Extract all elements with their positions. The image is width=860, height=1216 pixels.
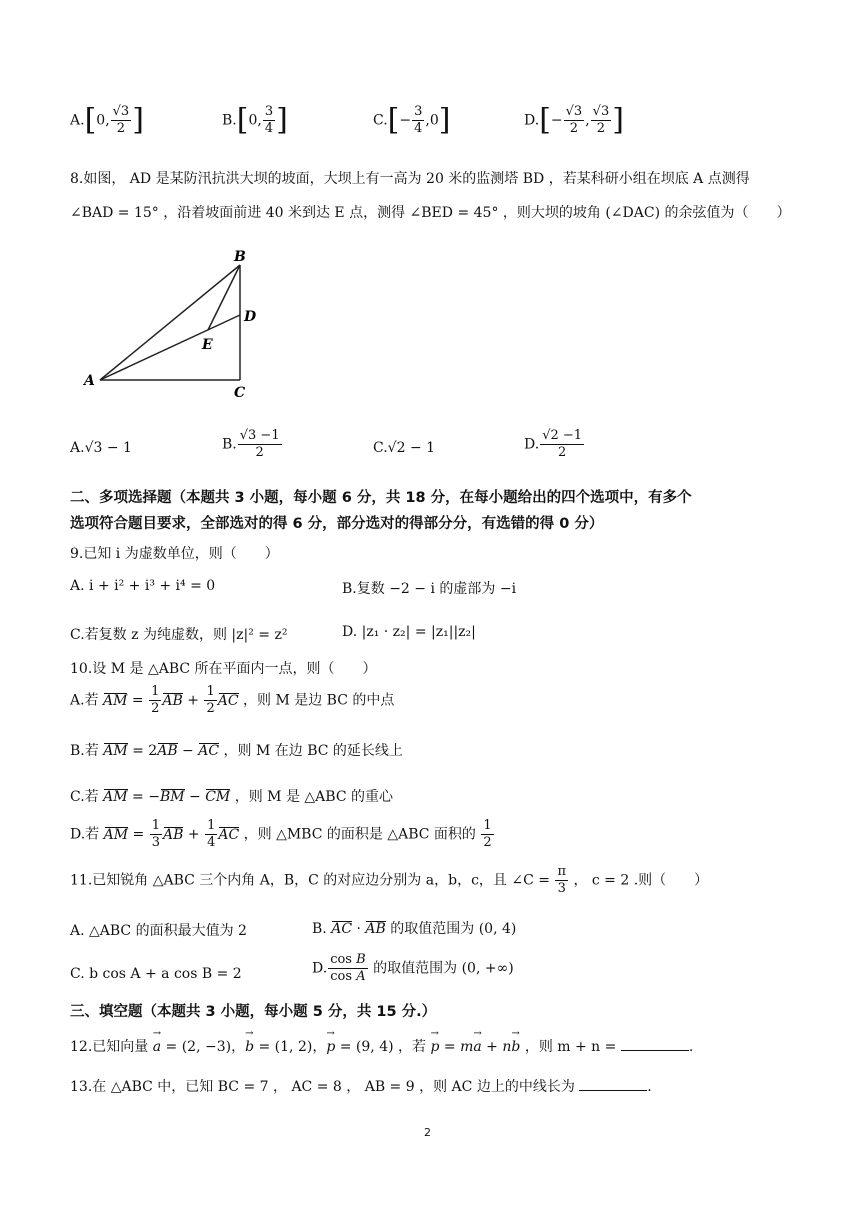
q8-option-a: A.√3 − 1 xyxy=(70,440,132,456)
option-suffix: 的取值范围为 (0, 4) xyxy=(390,921,517,937)
stem-prefix: 12.已知向量 xyxy=(70,1039,149,1055)
figure-label-e: E xyxy=(202,337,213,353)
q7-option-d: D.[− $\frac{√3}{2}$ , $\frac{√3}{2}$ ] xyxy=(524,102,624,138)
q9-option-a: A. i + i² + i³ + i⁴ = 0 xyxy=(70,578,216,594)
option-suffix: ，则 M 是 △ABC 的重心 xyxy=(234,789,393,805)
option-label: D. xyxy=(524,436,540,453)
option-label: A. xyxy=(70,440,85,456)
q9-stem: 9.已知 i 为虚数单位，则（ ） xyxy=(70,546,279,562)
figure-label-d: D xyxy=(244,309,257,325)
stem-prefix: 11.已知锐角 △ABC 三个内角 A，B，C 的对应边分别为 a，b，c，且 ∠C = xyxy=(70,872,550,889)
option-label: C. xyxy=(373,112,388,129)
q9-option-b: B.复数 −2 − i 的虚部为 −i xyxy=(342,581,517,597)
option-label: D. xyxy=(524,112,540,129)
q8-option-d: D. $\frac{√2 -1}{2}$ xyxy=(524,428,583,460)
section3-heading: 三、填空题（本题共 3 小题，每小题 5 分，共 15 分.） xyxy=(70,1004,437,1020)
answer-blank[interactable] xyxy=(621,1038,689,1051)
q8-stem-line2: ∠BAD = 15° ，沿着坡面前进 40 米到达 E 点，测得 ∠BED = 45° ，则大坝的坡角 (∠DAC) 的余弦值为（ ） xyxy=(70,205,791,221)
option-label: C. xyxy=(373,440,388,456)
page-number: 2 xyxy=(424,1126,431,1139)
q10-option-a: A.若 AM = $\frac{1}{2}$ AB + $\frac{1}{2}$ AC ，则 M 是边 BC 的中点 xyxy=(70,684,395,716)
stem-text: 13.在 △ABC 中，已知 BC = 7 ， AC = 8 ， AB = 9 ，则 AC 边上的中线长为 xyxy=(70,1079,575,1095)
figure-label-c: C xyxy=(234,385,246,401)
stem-suffix: ，则 m + n = xyxy=(524,1039,617,1055)
figure-label-b: B xyxy=(234,249,246,265)
section2-heading-line2: 选项符合题目要求，全部选对的得 6 分，部分选对的得部分分，有选错的得 0 分） xyxy=(70,516,604,532)
option-suffix: ，则 △MBC 的面积是 △ABC 面积的 xyxy=(243,826,476,843)
q8-stem-line1: 8.如图， AD 是某防汛抗洪大坝的坡面，大坝上有一高为 20 米的监测塔 BD ，若某科研小组在坝底 A 点测得 xyxy=(70,171,750,187)
q12-stem: 12.已知向量 a → = (2, −3)，b → = (1, 2)，p → = (9, 4) ，若 p → = ma → + nb → ，则 m + n = . xyxy=(70,1036,693,1056)
q11-option-a: A. △ABC 的面积最大值为 2 xyxy=(70,923,247,939)
q11-option-d: D. $\frac{\text{cos B}}{\text{cos A}}$ 的取值范围为 (0, +∞) xyxy=(312,952,514,984)
q7-option-c: C.[− $\frac{3}{4}$ ,0] xyxy=(373,102,451,138)
q8-figure xyxy=(80,245,270,405)
q9-option-c: C.若复数 z 为纯虚数，则 |z|² = z² xyxy=(70,627,288,643)
q11-option-b: B. AC · AB 的取值范围为 (0, 4) xyxy=(312,921,517,937)
q8-option-b: B. $\frac{√3 -1}{2}$ xyxy=(222,428,280,460)
answer-blank[interactable] xyxy=(579,1078,647,1091)
q13-stem: 13.在 △ABC 中，已知 BC = 7 ， AC = 8 ， AB = 9 ，则 AC 边上的中线长为 . xyxy=(70,1079,652,1095)
option-prefix: C.若 xyxy=(70,789,99,805)
q7-option-b: B.[0, $\frac{3}{4}$ ] xyxy=(222,102,288,138)
q7-option-a: A.[0, $\frac{√3}{2}$ ] xyxy=(70,102,144,138)
q10-stem: 10.设 M 是 △ABC 所在平面内一点，则（ ） xyxy=(70,661,377,677)
stem-middle: ，若 xyxy=(398,1039,427,1055)
option-label: B. xyxy=(222,112,237,129)
stem-suffix: ， c = 2 .则（ ） xyxy=(573,872,709,889)
option-label: A. xyxy=(70,112,85,129)
option-label: B. xyxy=(222,436,237,453)
q11-option-c: C. b cos A + a cos B = 2 xyxy=(70,966,242,982)
q8-option-c: C.√2 − 1 xyxy=(373,440,436,456)
q9-option-d: D. |z₁ · z₂| = |z₁||z₂| xyxy=(342,624,476,640)
q10-option-c: C.若 AM = −BM − CM ，则 M 是 △ABC 的重心 xyxy=(70,789,393,805)
option-prefix: B.若 xyxy=(70,743,99,759)
option-prefix: D.若 xyxy=(70,826,100,843)
q10-option-b: B.若 AM = 2AB − AC ，则 M 在边 BC 的延长线上 xyxy=(70,743,403,759)
q10-option-d: D.若 AM = $\frac{1}{3}$ AB + $\frac{1}{4}$ AC ，则 △MBC 的面积是 △ABC 面积的 $\frac{1}{2}$ xyxy=(70,818,492,850)
q11-stem: 11.已知锐角 △ABC 三个内角 A，B，C 的对应边分别为 a，b，c，且 ∠C = $\frac{\pi}{3}$ ， c = 2 .则（ ） xyxy=(70,864,709,896)
option-suffix: 的取值范围为 (0, +∞) xyxy=(373,960,514,977)
section2-heading-line1: 二、多项选择题（本题共 3 小题，每小题 6 分，共 18 分，在每小题给出的四个选项中，有多个 xyxy=(70,490,692,506)
figure-label-a: A xyxy=(84,373,95,389)
option-suffix: ，则 M 是边 BC 的中点 xyxy=(243,692,395,709)
option-suffix: ，则 M 在边 BC 的延长线上 xyxy=(223,743,403,759)
option-prefix: A.若 xyxy=(70,692,99,709)
